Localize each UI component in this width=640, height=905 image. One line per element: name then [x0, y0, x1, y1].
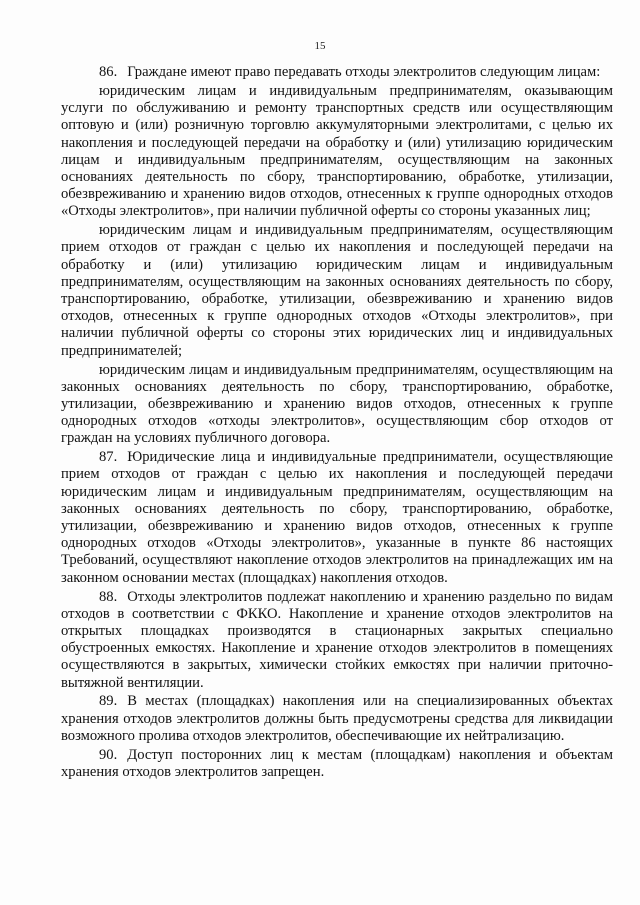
page-number: 15 [314, 40, 326, 52]
paragraph-86-item-2 [61, 222, 613, 360]
paragraph-number: 90. [99, 746, 118, 763]
paragraph-text: Отходы электролитов подлежат накоплению и хранению раздельно по видам отходов в соответствии с ФККО. Накопление и хранение отходов электролитов на открытых площадках производятся в стационарных закрытых специально обустроенных емкостях. Накопление и хранение отходов электролитов в помещениях осуществляются в закрытых, химически стойких емкостях при наличии приточно-вытяжной вентиляции. [61, 588, 613, 691]
paragraph-90 [61, 747, 613, 781]
paragraph-number: 88. [99, 588, 118, 605]
paragraph-text: Граждане имеют право передавать отходы электролитов следующим лицам: [127, 64, 601, 80]
paragraph-text: юридическим лицам и индивидуальным предпринимателям, осуществляющим прием отходов от граждан с целью их накопления и последующей передачи на обработку и (или) утилизацию юридическим лицам и индивидуальным предпринимателям, осуществляющим на законных основаниях деятельность по сбору, транспортированию, обработке, утилизации, обезвреживанию и хранению видов отходов, отнесенных к группе однородных отходов «Отходы электролитов», при наличии публичной оферты со стороны этих юридических лиц и индивидуальных предпринимателей; [61, 222, 613, 359]
paragraph-86-item-3 [61, 362, 613, 448]
paragraph-text: юридическим лицам и индивидуальным предпринимателям, оказывающим услуги по обслуживанию и ремонту транспортных средств или осуществляющим оптовую и (или) розничную торговлю аккумуляторными электролитами, с целью их накопления и последующей передачи на обработку и (или) утилизацию юридическим лицам и индивидуальным предпринимателям, осуществляющим на законных основаниях деятельность по сбору, транспортированию, обработке, утилизации, обезвреживанию и хранению видов отходов, отнесенных к группе однородных отходов «Отходы электролитов», при наличии публичной оферты со стороны указанных лиц; [61, 82, 613, 220]
paragraph-text: В местах (площадках) накопления или на специализированных объектах хранения отходов электролитов должны быть предусмотрены средства для ликвидации возможного пролива отходов электролитов, обеспечивающие их нейтрализацию. [61, 693, 613, 744]
paragraph-number: 89. [99, 693, 118, 710]
paragraph-86-item-1 [61, 83, 613, 221]
paragraph-text: Юридические лица и индивидуальные предприниматели, осуществляющие прием отходов от граждан с целью их накопления и последующей передачи юридическим лицам и индивидуальным предпринимателям, осуществляющим на законных основаниях деятельность по сбору, транспортированию, обработке, утилизации, обезвреживанию и хранению видов отходов, отнесенных к группе однородных отходов «Отходы электролитов», указанные в пункте 86 настоящих Требований, осуществляют накопление отходов электролитов на принадлежащих им на законном основании местах (площадках) накопления отходов. [61, 449, 613, 586]
document-body [61, 64, 613, 783]
paragraph-number: 87. [99, 449, 118, 466]
paragraph-87 [61, 449, 613, 587]
paragraph-text: юридическим лицам и индивидуальным предпринимателям, осуществляющим на законных основаниях деятельность по сбору, транспортированию, обработке, утилизации, обезвреживанию и хранению видов отходов, отнесенных к группе однородных отходов «отходы электролитов», осуществляющим сбор отходов от граждан на условиях публичного договора. [61, 361, 613, 447]
paragraph-86-intro [61, 64, 613, 81]
paragraph-88 [61, 589, 613, 692]
paragraph-text: Доступ посторонних лиц к местам (площадкам) накопления и объектам хранения отходов электролитов запрещен. [61, 746, 613, 780]
paragraph-number: 86. [99, 64, 118, 80]
paragraph-89 [61, 693, 613, 745]
